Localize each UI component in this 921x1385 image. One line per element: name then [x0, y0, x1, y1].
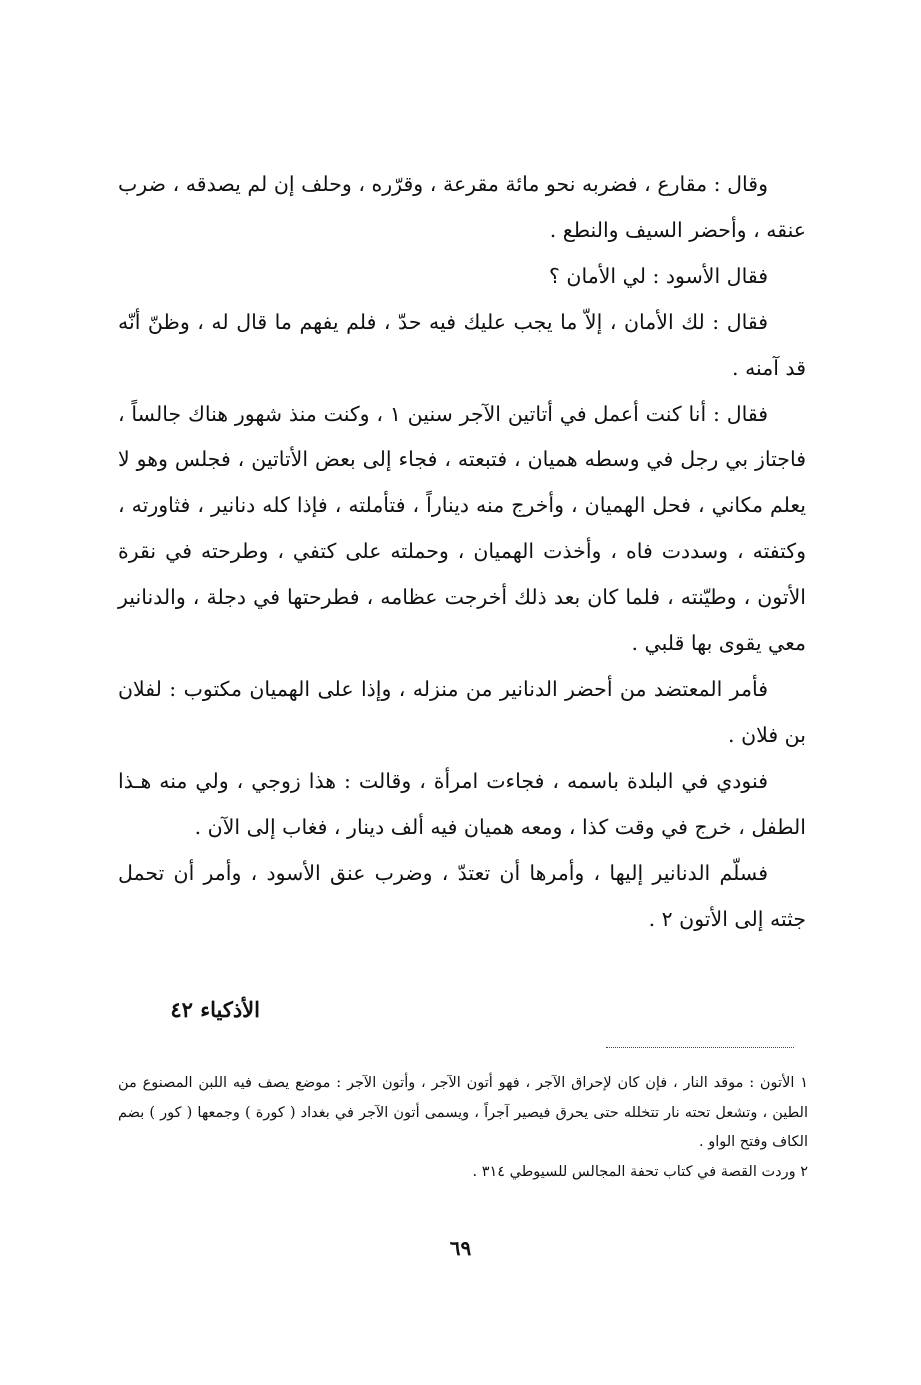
- footnote-2: ٢ وردت القصة في كتاب تحفة المجالس للسيوطي ٣١٤ .: [472, 1163, 808, 1180]
- paragraph-safety-reply: فقال : لك الأمان ، إلاّ ما يجب عليك فيه حدّ ، فلم يفهم ما قال له ، وظنّ أنّه قد آمنه .: [118, 309, 806, 380]
- paragraph-verdict-beating: وقال : مقارع ، فضربه نحو مائة مقرعة ، وقرّره ، وحلف إن لم يصدقه ، ضرب عنقه ، وأحضر السيف والنطع .: [118, 172, 806, 242]
- footnote-1: ١ الأتون : موقد النار ، فإن كان لإحراق الآجر ، فهو أتون الآجر ، وأتون الآجر : موضع يصف فيه اللبن المصنوع من الطين ، وتشعل تحته نار تتخلله حتى يحرق فيصير آجراً ، ويسمى أتون الآجر في بغداد ( كورة ) وجمعها ( كور ) بضم الكاف وفتح الواو .: [118, 1075, 808, 1150]
- paragraph-confession: فقال : أنا كنت أعمل في أتاتين الآجر سنين ١ ، وكنت منذ شهور هناك جالساً ، فاجتاز بي رجل في وسطه هميان ، فتبعته ، فجاء إلى بعض الأتاتين ، فجلس وهو لا يعلم مكاني ، فحل الهميان ، وأخرج منه ديناراً ، فتأملته ، فإذا كله دنانير ، فثاورته ، وكتفته ، وسددت فاه ، وأخذت الهميان ، وحملته على كتفي ، وطرحته في نقرة الأتون ، وطيّنته ، فلما كان بعد ذلك أخرجت عظامه ، فطرحتها في دجلة ، والدنانير معي يقوى بها قلبي .: [118, 401, 806, 656]
- paragraph-dinars-found: فأمر المعتضد من أحضر الدنانير من منزله ، وإذا على الهميان مكتوب : لفلان بن فلان .: [118, 676, 806, 747]
- paragraph-aswad-asks: فقال الأسود : لي الأمان ؟: [549, 263, 768, 288]
- footnotes: [118, 1069, 808, 1187]
- footnote-divider: [606, 1047, 794, 1048]
- paragraph-execution: فسلّم الدنانير إليها ، وأمرها أن تعتدّ ، وضرب عنق الأسود ، وأمر أن تحمل جثته إلى الأتون ٢ .: [118, 860, 806, 931]
- section-heading: الأذكياء ٤٢: [170, 997, 260, 1022]
- paragraph-wife-claims: فنودي في البلدة باسمه ، فجاءت امرأة ، وقالت : هذا زوجي ، ولي منه هـذا الطفل ، خرج في وقت كذا ، ومعه هميان فيه ألف دينار ، فغاب إلى الآن .: [118, 768, 806, 839]
- main-text: [118, 162, 806, 942]
- page-number: ٦٩: [449, 1236, 472, 1260]
